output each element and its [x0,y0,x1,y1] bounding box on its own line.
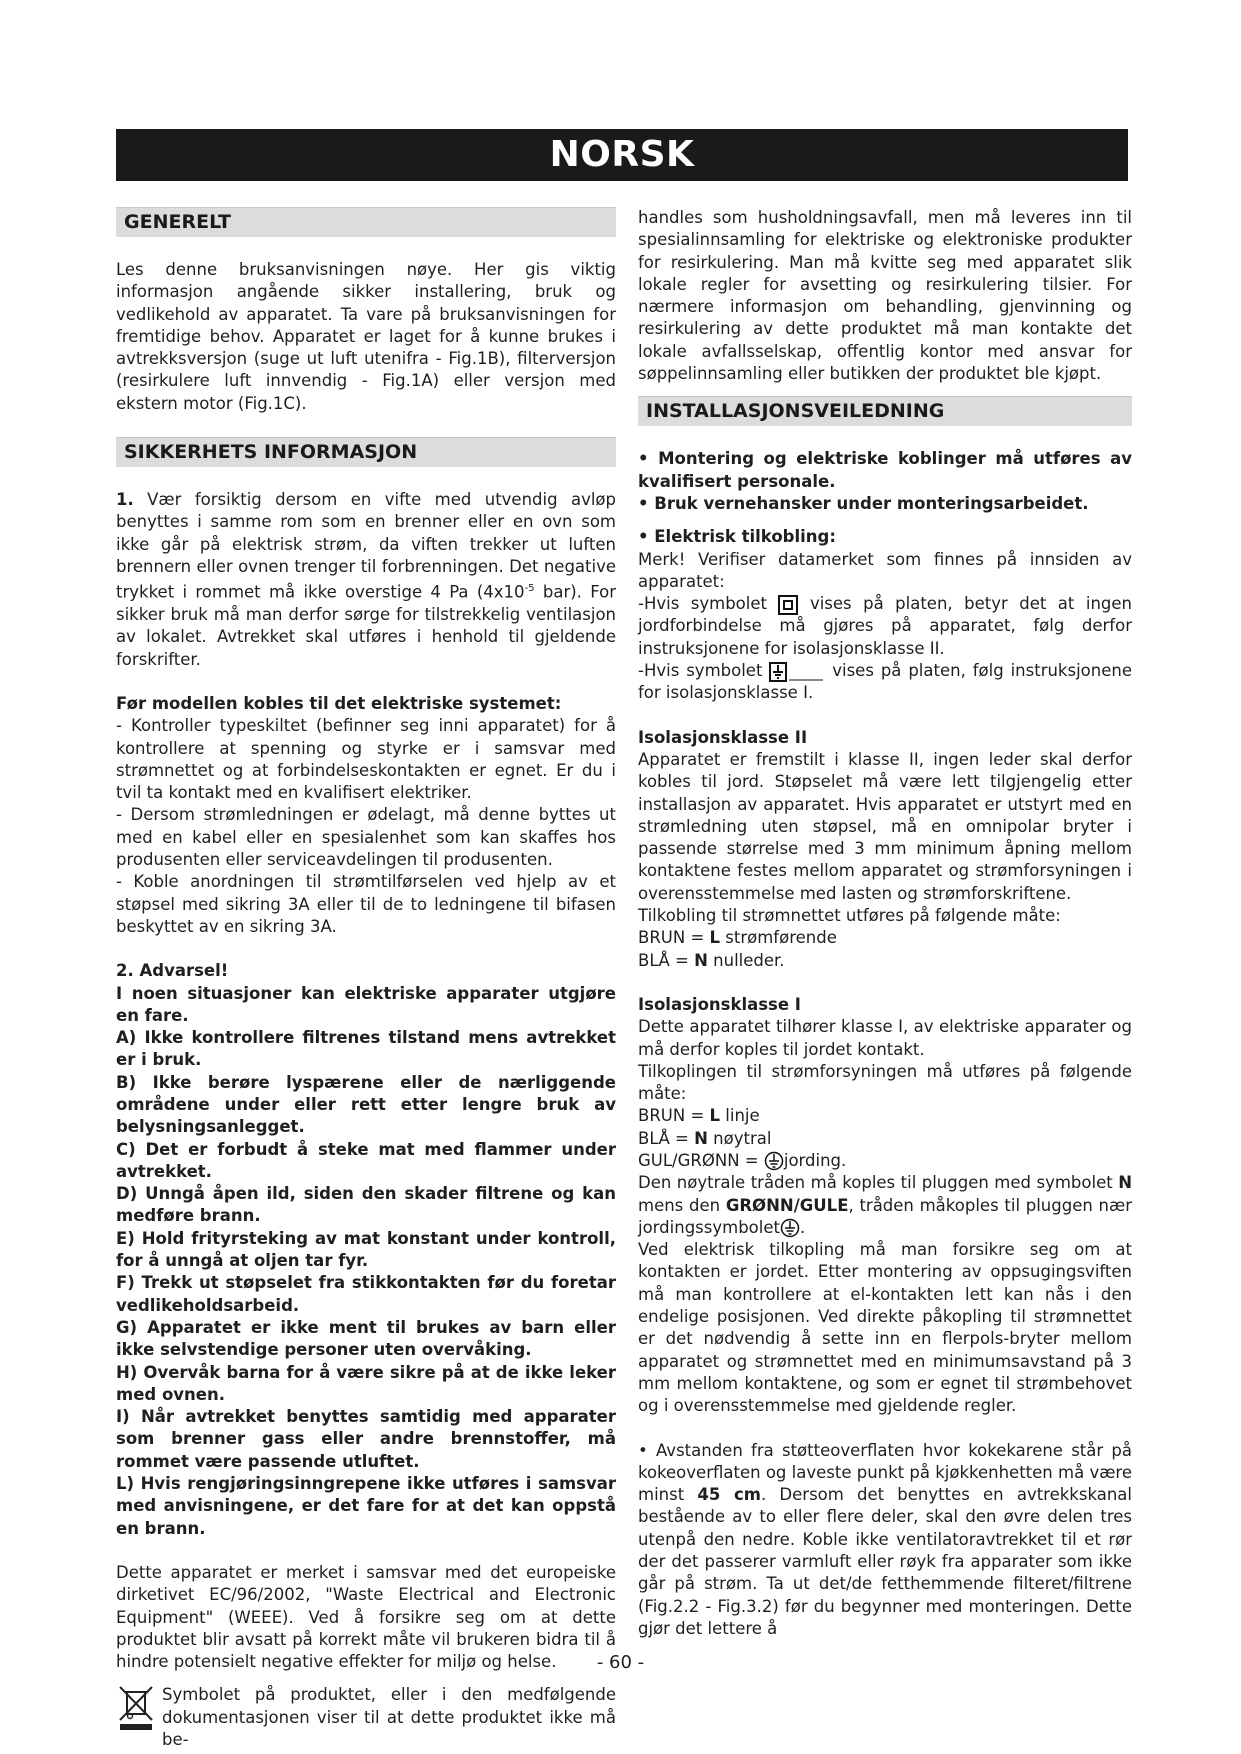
country-badge-letter: N [1196,144,1214,169]
class-i-blue-wire: BLÅ = N nøytral [638,1128,772,1148]
ground-plate-icon [769,662,825,682]
before-connecting-heading: Før modellen kobles til det elektriske systemet: [116,693,562,713]
warning-item: A) Ikke kontrollere filtrenes tilstand mens avtrekket er i bruk. [116,1028,616,1070]
disposal-continuation: handles som husholdningsavfall, men må leveres inn til spesialinnsamling for elektriske og elektroniske produkter for resirkulering. Man må kvitte seg med apparatet slik lokale regler for avsetting og resirkulering tilsier. For nærmere informasjon om behandling, gjenvinning og resirkulering av dette produktet må man kontakte det lokale avfallsselskap, offentlig kontor med ansvar for søppelinnsamling eller butikken der produktet ble kjøpt. [638,208,1132,384]
country-badge [1175,129,1235,181]
generelt-paragraph: Les denne bruksanvisningen nøye. Her gis viktig informasjon angående sikker installering, bruk og vedlikehold av apparatet. Ta vare på bruksanvisningen for fremtidige behov. Apparatet er laget for å kunne brukes i avtrekksversjon (suge ut luft utenifra - Fig.1B), filterversjon (resirkulere luft innvendig - Fig.1A) eller versjon med ekstern motor (Fig.1C). [116,260,616,413]
class-i-heading: Isolasjonsklasse I [638,994,801,1014]
neutral-wire-paragraph: Den nøytrale tråden må koples til pluggen med symbolet N mens den GRØNN/GULE, tråden måkoples til pluggen nær jordingssymbolet . [638,1173,1132,1237]
section-heading-generelt: GENERELT [116,207,616,237]
right-column [638,207,1132,1640]
before-connecting-item: - Kontroller typeskiltet (befinner seg inni apparatet) for å kontrollere at spenning og styrke er i samsvar med strømnettet og at forbindelseskontakten er egnet. Er du i tvil ta kontakt med en kvalifisert elektriker. [116,716,616,803]
class-ii-connection-intro: Tilkobling til strømnettet utføres på følgende måte: [638,906,1061,926]
before-connecting-item: - Koble anordningen til strømtilførselen ved hjelp av et støpsel med sikring 3A eller til de to ledningene til bifasen beskyttet av en sikring 3A. [116,872,616,936]
earth-ground-icon [780,1218,800,1238]
install-bullet-qualified: • Montering og elektriske koblinger må utføres av kvalifisert personale. [638,449,1132,491]
language-title: NORSK [549,134,695,175]
electrical-connection-heading: • Elektrisk tilkobling: [638,527,836,547]
warning-intro: I noen situasjoner kan elektriske apparater utgjøre en fare. [116,983,616,1025]
section-heading-installasjon: INSTALLASJONSVEILEDNING [638,396,1132,426]
before-connecting-item: - Dersom strømledningen er ødelagt, må denne byttes ut med en kabel eller en spesialenhet som kan skaffes hos produsenten eller serviceavdelingen til produsenten. [116,805,616,870]
class-i-symbol-note: -Hvis symbolet vises på platen, følg instruksjonene for isolasjonsklasse I. [638,661,1132,703]
warning-item: E) Hold frityrsteking av mat konstant under kontroll, for å unngå at oljen tar fyr. [116,1228,616,1271]
warning-item: I) Når avtrekket benyttes samtidig med apparater som brenner gass eller andre brennstoffer, må rommet være passende utluftet. [116,1407,616,1471]
warning-item: G) Apparatet er ikke ment til brukes av barn eller ikke selvstendige personer uten overvåking. [116,1317,616,1360]
warning-item: B) Ikke berøre lyspærene eller de nærliggende områdene under eller rett etter lengre bruk av belysningsanlegget. [116,1072,616,1137]
install-bullet-gloves: • Bruk vernehansker under monteringsarbeidet. [638,493,1089,513]
warning-item: C) Det er forbudt å steke mat med flammer under avtrekket. [116,1139,616,1181]
warning-item: F) Trekk ut støpselet fra stikkontakten før du foretar vedlikeholdsarbeid. [116,1273,616,1315]
warning-item: L) Hvis rengjøringsinngrepene ikke utføres i samsvar med anvisningene, er det fare for at det kan oppstå en brann. [116,1474,616,1538]
section-heading-sikkerhet: SIKKERHETS INFORMASJON [116,437,616,467]
page-number: - 60 - [596,1652,645,1673]
weee-symbol-text: Symbolet på produktet, eller i den medfølgende dokumentasjonen viser til at dette produktet ikke må be- [162,1685,616,1750]
class-i-brown-wire: BRUN = L linje [638,1106,760,1126]
warning-title: 2. Advarsel! [116,961,229,981]
note-paragraph: Merk! Verifiser datamerket som finnes på innsiden av apparatet: [638,549,1132,591]
left-column [116,207,616,1751]
earth-ground-icon [764,1151,784,1171]
grounding-paragraph: Ved elektrisk tilkopling må man forsikre seg om at kontakten er jordet. Etter montering av oppsugingsviften må man kontrollere at el-kontakten lett kan nås i den endelige posisjonen. Ved direkte påkopling til strømnettet er det nødvendig å sette inn en flerpols-bryter mellom apparatet og strømnettet med en minimumsavstand på 3 mm mellom kontaktene, og som er egnet til strømbehovet og i overensstemmelse med gjeldende regler. [638,1240,1132,1416]
class-ii-symbol-note: -Hvis symbolet vises på platen, betyr det at ingen jordforbindelse må gjøres på apparatet, følg derfor instruksjonene for isolasjonsklasse II. [638,594,1132,658]
class-ii-blue-wire: BLÅ = N nulleder. [638,950,785,970]
class-i-connection-intro: Tilkoplingen til strømforsyningen må utføres på følgende måte: [638,1061,1132,1104]
class-ii-heading: Isolasjonsklasse II [638,727,808,747]
distance-bullet: • Avstanden fra støtteoverflaten hvor kokekarene står på kokeoverflaten og laveste punkt på kjøkkenhetten må være minst 45 cm. Dersom det benyttes en avtrekkskanal bestående av to eller flere deler, skal den øvre delen tres utenpå den nedre. Koble ikke ventilatoravtrekket til et rør der det passerer varmluft eller røyk fra apparater som ikke går på strøm. Ta ut det/de fetthemmende filteret/filtrene (Fig.2.2 - Fig.3.2) før du begynner med monteringen. Dette gjør det lettere å [638,1440,1132,1638]
class-i-paragraph: Dette apparatet tilhører klasse I, av elektriske apparater og må derfor koples til jordet kontakt. [638,1017,1132,1059]
safety-item-1: 1. Vær forsiktig dersom en vifte med utvendig avløp benyttes i samme rom som en brenner eller en ovn som ikke går på elektrisk strøm, da viften trekker ut luften brennern eller ovnen trenger til forbrenningen. Det negative trykket i rommet må ikke overstige 4 Pa ($4x10^{-5}$ bar). For sikker bruk må man derfor sørge for tilstrekkelig ventilasjon av lokalet. Avtrekket skal utføres i henhold til gjeldende forskrifter. [116,490,617,669]
warning-item: D) Unngå åpen ild, siden den skader filtrene og kan medføre brann. [116,1184,616,1226]
class-i-green-yellow-wire: GUL/GRØNN = jording. [638,1150,847,1170]
class-ii-paragraph: Apparatet er fremstilt i klasse II, ingen leder skal derfor kobles til jord. Støpselet må være lett tilgjengelig etter installasjon av apparatet. Hvis apparatet er utstyrt med en strømledning uten støpsel, må en omnipolar bryter i passende størrelse med 3 mm minimum åpning mellom kontaktene festes mellom apparatet og strømforsyningen i overensstemmelse med lasten og strømforskriftene. [638,749,1132,903]
double-square-icon [778,595,798,615]
crossed-bin-icon [116,1684,156,1732]
warning-item: H) Overvåk barna for å være sikre på at de ikke leker med ovnen. [116,1362,616,1404]
language-header [116,129,1214,181]
class-ii-brown-wire: BRUN = L strømførende [638,928,837,948]
weee-symbol-block [116,1684,616,1751]
weee-paragraph: Dette apparatet er merket i samsvar med det europeiske dirketivet EC/96/2002, "Waste Electrical and Electronic Equipment" (WEEE). Ved å forsikre seg om at dette produktet blir avsatt på korrekt måte vil brukeren bidra til å hindre potensielt negative effekter for miljø og helse. [116,1562,616,1672]
